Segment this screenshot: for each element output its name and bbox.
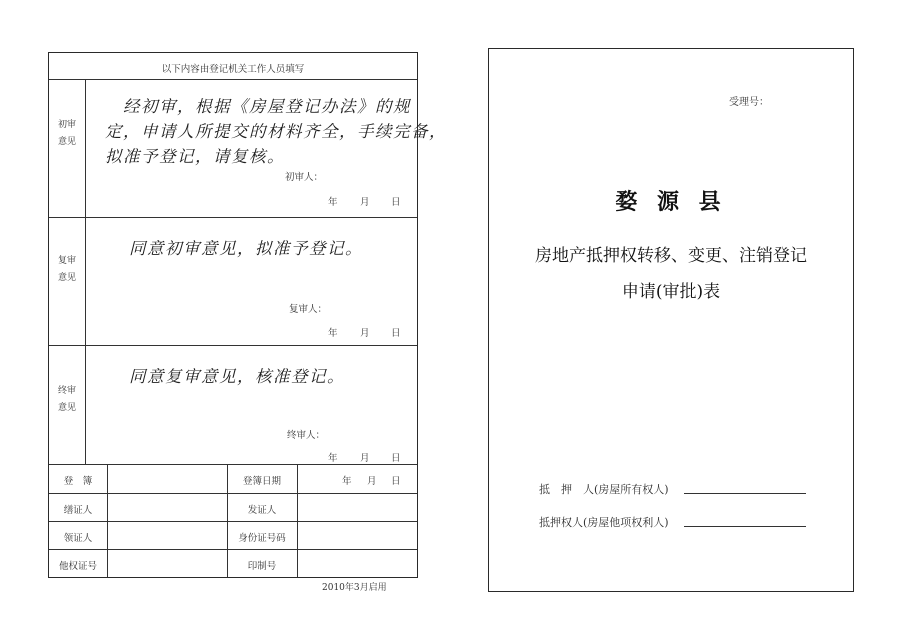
date-year: 年 — [328, 453, 338, 464]
opinion-line: 定，申请人所提交的材料齐全，手续完备， — [105, 122, 447, 141]
mortgagee-label: 抵押权人(房屋他项权利人) — [539, 516, 669, 529]
date-day: 日 — [391, 328, 401, 339]
cover-page — [488, 48, 854, 592]
section-divider — [49, 464, 417, 465]
form-header: 以下内容由登记机关工作人员填写 — [161, 64, 305, 75]
table-cell-label: 他权证号 — [58, 561, 97, 572]
signer-label: 初审人： — [285, 172, 324, 183]
date-month: 月 — [367, 476, 377, 487]
mortgagee-fill-line[interactable] — [684, 526, 806, 527]
section-divider — [49, 345, 417, 346]
table-cell-label: 身份证号码 — [238, 533, 286, 544]
date-year: 年 — [328, 197, 338, 208]
opinion-line: 同意复审意见，核准登记。 — [129, 367, 345, 386]
table-cell-label: 印制号 — [247, 561, 277, 572]
table-cell-label: 登簿日期 — [242, 476, 281, 487]
header-divider — [49, 79, 417, 80]
date-day: 日 — [391, 476, 401, 487]
signer-label: 复审人： — [289, 304, 328, 315]
opinion-line: 经初审，根据《房屋登记办法》的规 — [123, 97, 411, 116]
county-name: 婺 源 县 — [615, 189, 727, 215]
table-row-divider — [49, 549, 417, 550]
form-footer: 2010年3月启用 — [322, 583, 387, 593]
date-month: 月 — [360, 328, 370, 339]
mortgagor-label: 抵 押 人(房屋所有权人) — [539, 483, 669, 496]
section-label: 终审意见 — [58, 386, 77, 413]
signer-label: 终审人： — [287, 430, 326, 441]
table-cell-label: 缮证人 — [63, 505, 93, 516]
table-row-divider — [49, 521, 417, 522]
label-column-divider — [85, 79, 86, 464]
opinion-line: 同意初审意见，拟准予登记。 — [129, 239, 363, 258]
date-day: 日 — [391, 453, 401, 464]
table-cell-label: 发证人 — [247, 505, 277, 516]
receipt-number-label: 受理号： — [729, 97, 769, 108]
date-month: 月 — [360, 197, 370, 208]
form-title-line2: 申请(审批)表 — [621, 282, 721, 302]
table-row-divider — [49, 493, 417, 494]
table-cell-label: 登 簿 — [63, 476, 93, 487]
approval-form — [48, 52, 447, 578]
mortgagor-fill-line[interactable] — [684, 493, 806, 494]
table-cell-label: 领证人 — [63, 533, 93, 544]
opinion-line: 拟准予登记，请复核。 — [105, 147, 285, 166]
section-divider — [49, 217, 417, 218]
section-label: 复审意见 — [58, 256, 77, 283]
section-label: 初审意见 — [58, 120, 77, 147]
date-year: 年 — [342, 476, 352, 487]
date-day: 日 — [391, 197, 401, 208]
date-month: 月 — [360, 453, 370, 464]
date-year: 年 — [328, 328, 338, 339]
form-title-line1: 房地产抵押权转移、变更、注销登记 — [535, 246, 807, 266]
